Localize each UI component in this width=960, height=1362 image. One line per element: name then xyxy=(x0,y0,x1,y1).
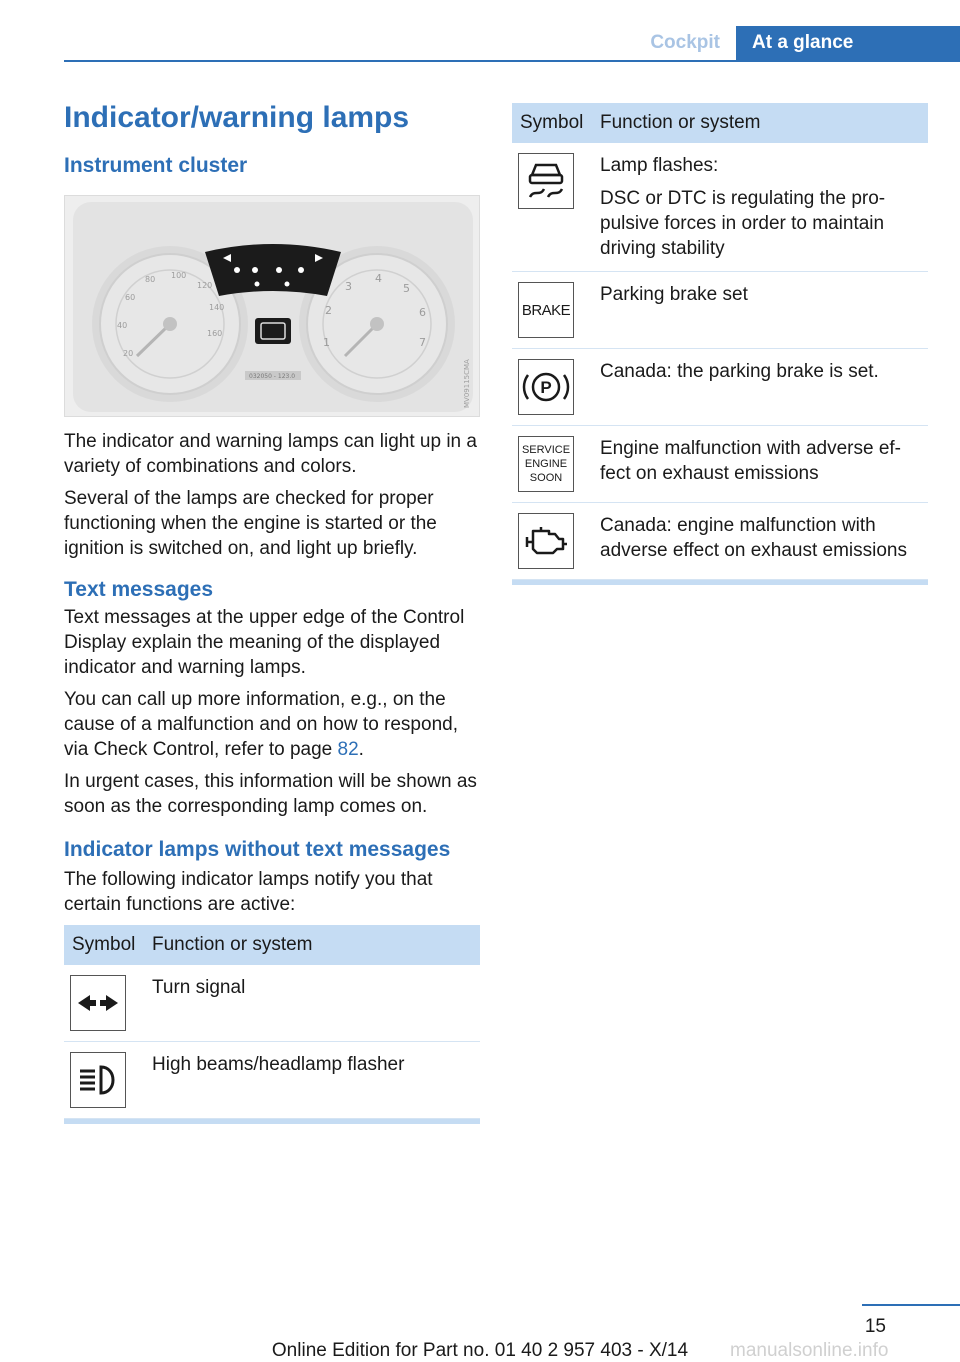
image-code: MV09115CMA xyxy=(463,359,471,408)
service-engine-soon-icon xyxy=(518,436,574,492)
symbol-cell xyxy=(512,143,600,272)
speedo-tick: 80 xyxy=(145,275,156,284)
tacho-tick: 5 xyxy=(403,282,410,295)
brake-icon-text: BRAKE xyxy=(521,301,571,319)
symbol-cell xyxy=(512,349,600,426)
page-link-82[interactable]: 82 xyxy=(337,739,359,760)
table-row xyxy=(512,426,928,503)
speedo-tick: 140 xyxy=(209,303,225,312)
no-text-heading: Indicator lamps without text messages xyxy=(64,838,451,861)
instrument-cluster-heading: Instrument cluster xyxy=(64,154,248,177)
page-title: Indicator/warning lamps xyxy=(64,101,410,134)
function-cell: Canada: engine malfunction with adverse effect on exhaust emissions xyxy=(600,503,928,580)
table-header-row xyxy=(512,103,928,143)
tacho-tick: 3 xyxy=(345,280,352,293)
speedo-tick: 100 xyxy=(171,271,187,280)
text-messages-heading: Text messages xyxy=(64,578,214,601)
high-beam-icon xyxy=(70,1052,126,1108)
instrument-cluster-image xyxy=(64,195,480,417)
footer-rule xyxy=(862,1304,960,1306)
symbol-cell xyxy=(64,965,152,1042)
tacho-tick: 2 xyxy=(325,304,332,317)
footer-watermark: manualsonline.info xyxy=(730,1340,889,1361)
indicator-table-right xyxy=(512,103,928,580)
function-cell: Parking brake set xyxy=(600,272,928,349)
table-row xyxy=(64,965,480,1042)
text-messages-paragraph-1: Text messages at the upper edge of the Control Display explain the meaning of the displayed indicator and warning lamps. xyxy=(64,607,465,678)
text-messages-paragraph-2 xyxy=(64,687,480,762)
table-end-rule xyxy=(512,580,928,585)
text-messages-p2-after: . xyxy=(358,739,364,760)
function-line: DSC or DTC is regulating the propulsive forces in order to maintain driving stability xyxy=(600,188,886,259)
tacho-tick: 4 xyxy=(375,272,382,285)
header-rule xyxy=(64,60,960,62)
table-row xyxy=(512,143,928,272)
function-column-header: Function or system xyxy=(600,103,928,143)
text-messages-p2-before: You can call up more information, e.g., on the cause of a malfunction and on how to respond, via Check Control, refer to page xyxy=(64,689,458,760)
header-section-cockpit[interactable]: Cockpit xyxy=(650,32,720,53)
table-end-rule xyxy=(64,1119,480,1124)
brake-text-icon xyxy=(518,282,574,338)
page-number: 15 xyxy=(864,1316,886,1337)
text-messages-paragraph-3: In urgent cases, this information will be shown as soon as the corresponding lamp comes on. xyxy=(64,771,477,817)
header-tab-at-a-glance[interactable]: At a glance xyxy=(736,26,960,62)
parking-brake-circle-icon xyxy=(518,359,574,415)
table-row xyxy=(64,1042,480,1119)
tacho-tick: 6 xyxy=(419,306,426,319)
speedo-tick: 40 xyxy=(117,321,128,330)
symbol-cell xyxy=(512,503,600,580)
function-column-header: Function or system xyxy=(152,925,480,965)
turn-signal-icon xyxy=(70,975,126,1031)
dsc-skid-icon xyxy=(518,153,574,209)
function-cell xyxy=(600,143,928,272)
icon-text-service: SERVICE xyxy=(521,444,571,456)
parking-icon-letter: P xyxy=(540,377,552,397)
function-cell: Turn signal xyxy=(152,965,480,1042)
symbol-column-header: Symbol xyxy=(512,103,600,143)
indicator-table-left xyxy=(64,925,480,1119)
intro-paragraph-1: The indicator and warning lamps can light up in a variety of combinations and colors. xyxy=(64,431,477,477)
footer-edition-text: Online Edition for Part no. 01 40 2 957 403 - X/14 xyxy=(271,1340,689,1361)
speedo-tick: 160 xyxy=(207,329,223,338)
speedo-tick: 60 xyxy=(125,293,136,302)
table-row xyxy=(512,349,928,426)
engine-outline-icon xyxy=(518,513,574,569)
speedo-tick: 20 xyxy=(123,349,134,358)
speedo-tick: 120 xyxy=(197,281,213,290)
function-cell: High beams/headlamp flasher xyxy=(152,1042,480,1119)
symbol-column-header: Symbol xyxy=(64,925,152,965)
symbol-cell xyxy=(512,272,600,349)
odometer-readout: 032050 - 123.0 xyxy=(249,373,296,380)
intro-paragraph-2: Several of the lamps are checked for proper functioning when the engine is started or the ignition is switched on, and light up briefly. xyxy=(64,488,437,559)
table-row xyxy=(512,272,928,349)
symbol-cell xyxy=(512,426,600,503)
symbol-cell xyxy=(64,1042,152,1119)
icon-text-engine: ENGINE xyxy=(524,458,568,470)
left-column xyxy=(64,98,480,1124)
tacho-tick: 1 xyxy=(323,336,330,349)
icon-text-soon: SOON xyxy=(529,472,563,484)
right-column xyxy=(512,103,928,585)
table-header-row xyxy=(64,925,480,965)
no-text-intro: The following indicator lamps notify you that certain functions are active: xyxy=(64,869,433,915)
tacho-tick: 7 xyxy=(419,336,426,349)
function-cell: Canada: the parking brake is set. xyxy=(600,349,928,426)
instrument-cluster-illustration xyxy=(65,196,480,417)
function-cell: Engine malfunction with adverse effect on exhaust emissions xyxy=(600,426,928,503)
table-row xyxy=(512,503,928,580)
function-line: Lamp flashes: xyxy=(600,155,719,176)
